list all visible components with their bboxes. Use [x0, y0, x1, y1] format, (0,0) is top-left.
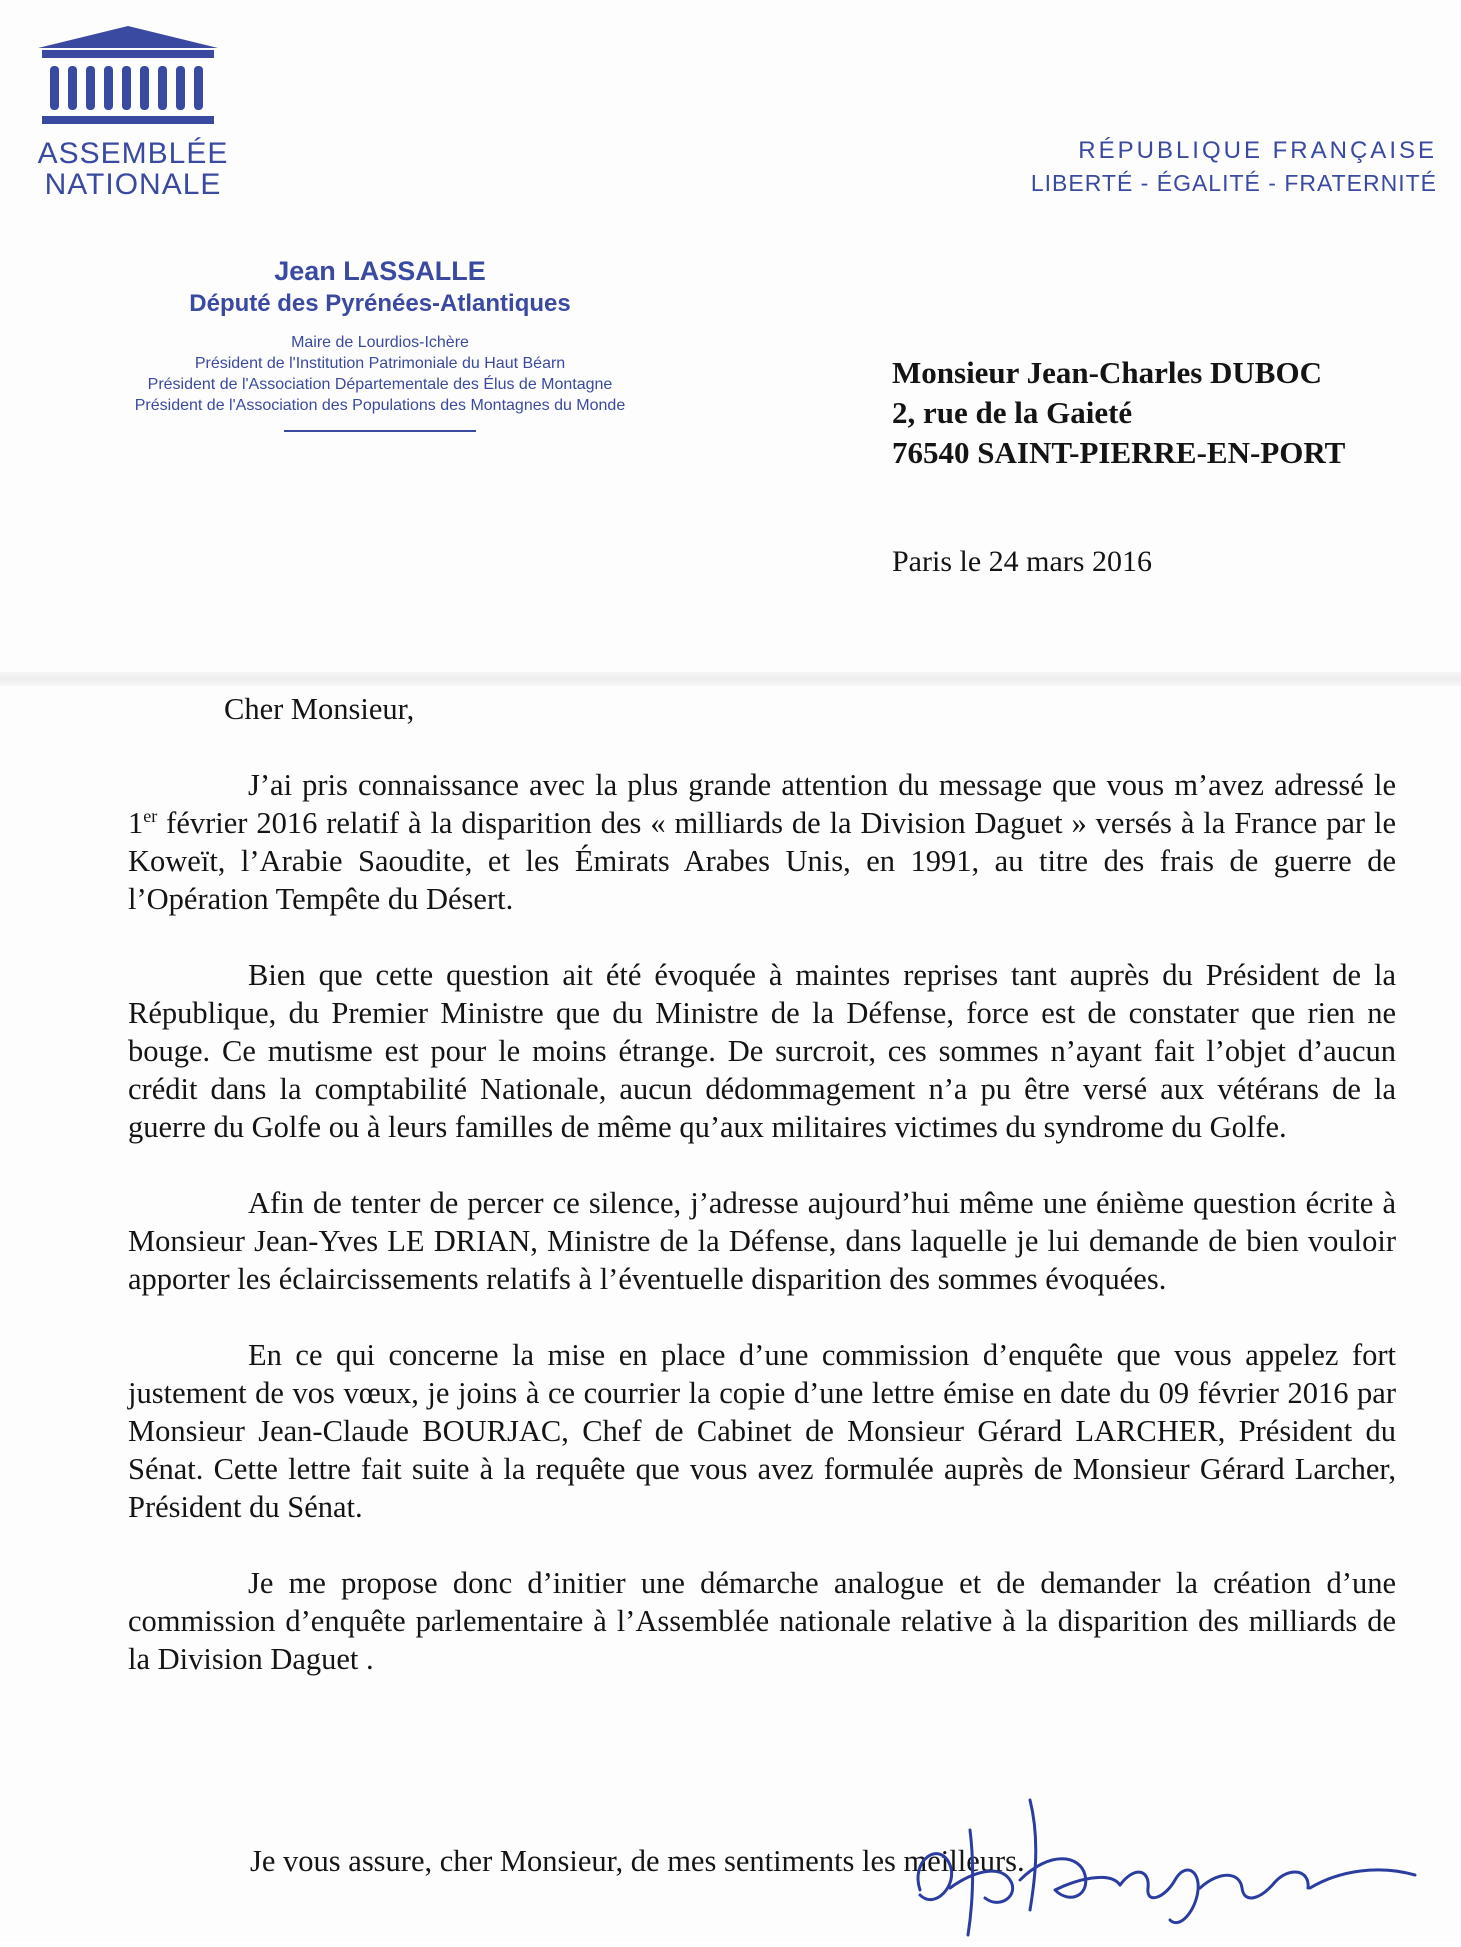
logo-text-line2: NATIONALE [44, 168, 222, 201]
paragraph-5: Je me propose donc d’initier une démarche analogue et de demander la création d’une commission d’enquête parlementaire à l’Assemblée nationale relative à la disparition des milliards de la Division Daguet . [128, 1566, 1396, 1676]
recipient-address [892, 353, 1345, 473]
paragraph-4: En ce qui concerne la mise en place d’une commission d’enquête que vous appelez fort justement de vos vœux, je joins à ce courrier la copie d’une lettre émise en date du 09 février 2016 par Monsieur Jean-Claude BOURJAC, Chef de Cabinet de Monsieur Gérard LARCHER, Président du Sénat. Cette lettre fait suite à la requête que vous avez formulée auprès de Monsieur Gérard Larcher, Président du Sénat. [128, 1338, 1396, 1524]
paragraph-1-end: février 2016 relatif à la disparition des « milliards de la Division Daguet » versés à la France par le Koweït, l’Arabie Saoudite, et les Émirats Arabes Unis, en 1991, au titre des frais de guerre de l’Opération Tempête du Désert. [128, 806, 1396, 916]
paragraph-3: Afin de tenter de percer ce silence, j’adresse aujourd’hui même une énième question écrite à Monsieur Jean-Yves LE DRIAN, Ministre de la Défense, dans laquelle je lui demande de bien vouloir apporter les éclaircissements relatifs à l’éventuelle disparition des sommes évoquées. [128, 1186, 1396, 1296]
paragraph-2: Bien que cette question ait été évoquée à maintes reprises tant auprès du Président de la République, du Premier Ministre que du Ministre de la Défense, force est de constater que rien ne bouge. Ce mutisme est pour le moins étrange. De surcroit, ces sommes n’ayant fait l’objet d’aucun crédit dans la comptabilité Nationale, aucun dédommagement n’a pu être versé aux vétérans de la guerre du Golfe ou à leurs familles de même qu’aux militaires victimes du syndrome du Golfe. [128, 958, 1396, 1144]
ordinal-suffix: er [143, 805, 158, 826]
republic-header [1031, 135, 1437, 199]
sender-title: Président de l'Association des Populations des Montagnes du Monde [134, 397, 626, 414]
paragraph-1 [128, 766, 1396, 918]
letter-body [128, 690, 1396, 1716]
paper-fold [0, 672, 1461, 686]
sender-title: Président de l'Association Départementale des Élus de Montagne [147, 376, 613, 393]
sender-titles [0, 332, 760, 416]
assemblee-nationale-logo [28, 20, 228, 130]
closing-line: Je vous assure, cher Monsieur, de mes sentiments les meilleurs. [250, 1844, 1025, 1878]
logo-text [28, 138, 238, 200]
motto-line: LIBERTÉ - ÉGALITÉ - FRATERNITÉ [1030, 170, 1437, 196]
handwritten-signature [880, 1770, 1420, 1942]
paragraph-1-start: J’ai pris connaissance avec la plus grande attention du message que vous m’avez adressé le 1 [128, 768, 1396, 840]
sender-divider [284, 430, 476, 432]
bleed-through-background [470, 110, 481, 148]
sender-block [0, 254, 760, 432]
republic-line: RÉPUBLIQUE FRANÇAISE [1078, 137, 1437, 164]
logo-text-line1: ASSEMBLÉE [37, 137, 229, 170]
sender-title: Maire de Lourdios-Ichère [291, 334, 469, 351]
sender-title: Président de l'Institution Patrimoniale du Haut Béarn [194, 355, 566, 372]
salutation: Cher Monsieur, [224, 692, 415, 726]
sender-role: Député des Pyrénées-Atlantiques [189, 290, 571, 317]
recipient-name: Monsieur Jean-Charles DUBOC [892, 355, 1322, 390]
sender-name: Jean LASSALLE [274, 256, 486, 286]
letter-date: Paris le 24 mars 2016 [892, 545, 1152, 578]
recipient-street: 2, rue de la Gaieté [892, 395, 1133, 430]
recipient-city: 76540 SAINT-PIERRE-EN-PORT [892, 435, 1346, 470]
assemblee-nationale-building-icon [28, 20, 228, 130]
